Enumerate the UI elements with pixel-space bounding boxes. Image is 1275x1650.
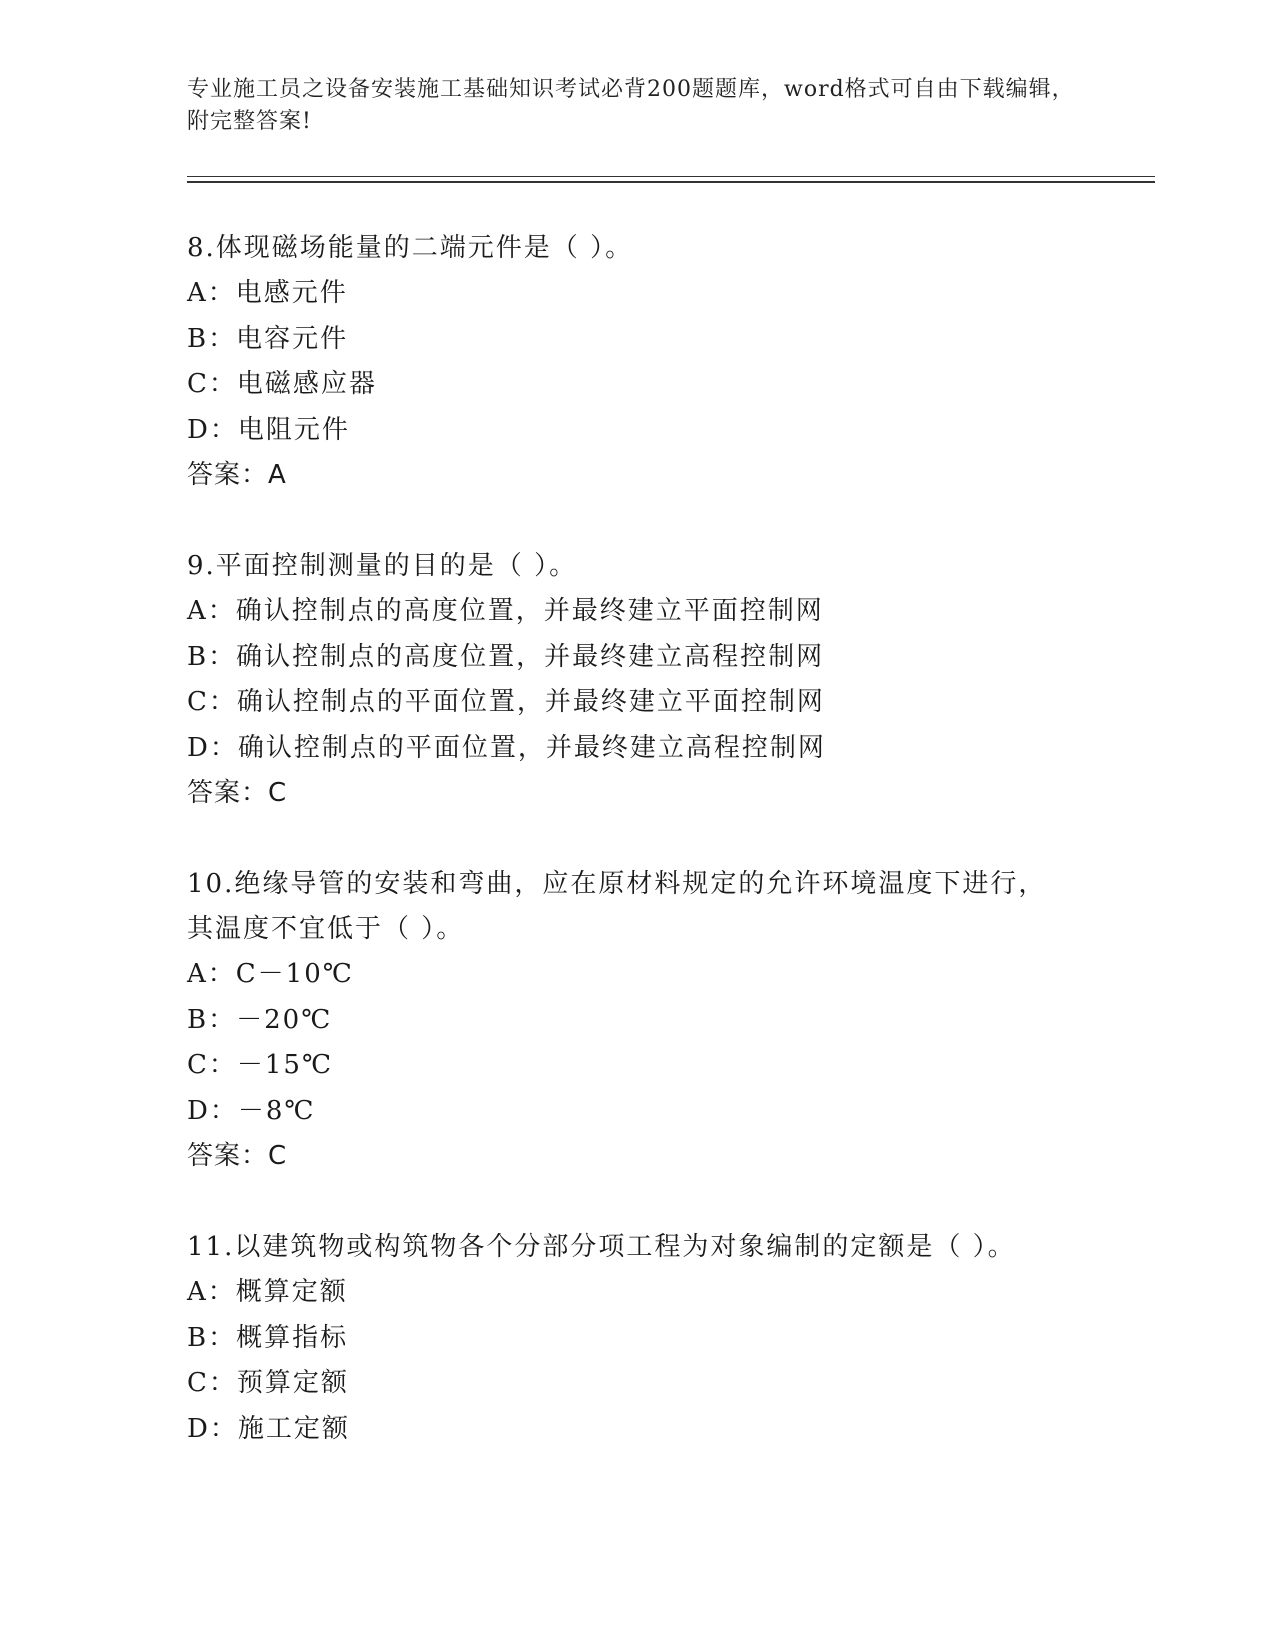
option-d: D：－8℃	[187, 1095, 316, 1126]
header-divider-thick	[187, 181, 1155, 183]
option-b: B：概算指标	[187, 1322, 349, 1353]
question-11	[187, 1225, 1087, 1452]
option-a: A：C－10℃	[187, 959, 354, 989]
header-divider-thin	[187, 176, 1155, 177]
option-a: A：概算定额	[187, 1277, 348, 1307]
option-b: B：－20℃	[187, 1004, 333, 1035]
question-10	[187, 862, 1067, 1180]
question-stem: 10.绝缘导管的安装和弯曲，应在原材料规定的允许环境温度下进行，其温度不宜低于（ ）。	[187, 869, 1047, 944]
option-c: C：确认控制点的平面位置，并最终建立平面控制网	[187, 687, 825, 717]
question-8	[187, 226, 1087, 499]
question-9	[187, 544, 1087, 817]
answer: 答案：C	[187, 778, 288, 808]
question-stem: 11.以建筑物或构筑物各个分部分项工程为对象编制的定额是（ ）。	[187, 1232, 1016, 1262]
document-header: 专业施工员之设备安装施工基础知识考试必背200题题库，word格式可自由下载编辑，附完整答案!	[187, 77, 1075, 134]
question-stem: 8.体现磁场能量的二端元件是（ ）。	[187, 233, 634, 263]
option-c: C：预算定额	[187, 1368, 349, 1398]
option-b: B：电容元件	[187, 323, 349, 354]
question-stem: 9.平面控制测量的目的是（ ）。	[187, 551, 578, 581]
option-d: D：确认控制点的平面位置，并最终建立高程控制网	[187, 732, 826, 763]
option-a: A：电感元件	[187, 278, 348, 308]
option-c: C：－15℃	[187, 1050, 334, 1080]
option-d: D：施工定额	[187, 1413, 350, 1444]
option-c: C：电磁感应器	[187, 369, 377, 399]
answer: 答案：C	[187, 1141, 288, 1171]
answer: 答案：A	[187, 460, 287, 490]
option-d: D：电阻元件	[187, 414, 350, 445]
option-a: A：确认控制点的高度位置，并最终建立平面控制网	[187, 596, 824, 626]
option-b: B：确认控制点的高度位置，并最终建立高程控制网	[187, 641, 825, 672]
